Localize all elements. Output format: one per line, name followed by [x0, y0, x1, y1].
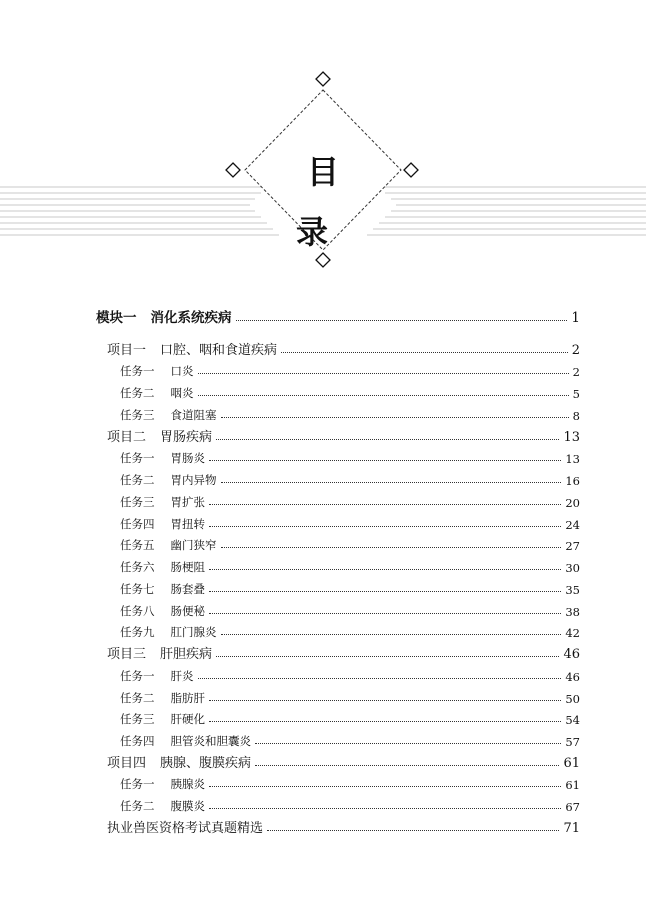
- toc-entry-text: 脂肪肝: [170, 691, 205, 705]
- toc-entry-title: [107, 752, 251, 771]
- toc-entry-appendix[interactable]: [107, 816, 580, 836]
- toc-entry-number: 任务三: [120, 408, 155, 422]
- toc-entry-task[interactable]: [120, 772, 580, 792]
- page-number: 5: [572, 387, 580, 401]
- dot-leader: [209, 786, 561, 787]
- toc-entry-task[interactable]: [120, 729, 580, 749]
- toc-entry-task[interactable]: [120, 490, 580, 510]
- toc-entry-number: 任务一: [120, 451, 155, 465]
- toc-entry-title: [120, 581, 205, 597]
- page-number: 61: [565, 778, 580, 792]
- dot-leader: [209, 569, 561, 570]
- toc-entry-text: 胃内异物: [170, 473, 217, 487]
- toc-entry-title: [120, 385, 194, 401]
- toc-entry-text: 胰腺、腹膜疾病: [160, 756, 252, 771]
- toc-entry-text: 胆管炎和胆囊炎: [170, 734, 251, 748]
- toc-entry-title: [120, 450, 205, 466]
- page-number: 35: [565, 583, 580, 597]
- toc-entry-title: [107, 643, 212, 662]
- toc-entry-title: [120, 798, 205, 814]
- toc-entry-title: [120, 690, 205, 706]
- page-number: 46: [565, 670, 580, 684]
- toc-entry-task[interactable]: [120, 794, 580, 814]
- toc-entry-project[interactable]: [107, 642, 580, 662]
- dot-leader: [209, 700, 561, 701]
- toc-entry-text: 肠梗阻: [170, 560, 205, 574]
- toc-entry-task[interactable]: [120, 686, 580, 706]
- toc-entry-task[interactable]: [120, 599, 580, 619]
- toc-entry-text: 肝炎: [170, 669, 194, 683]
- toc-entry-title: [120, 494, 205, 510]
- toc-entry-text: 胰腺炎: [170, 777, 205, 791]
- dot-leader: [216, 439, 559, 440]
- toc-entry-text: 胃扩张: [170, 495, 205, 509]
- dot-leader: [209, 721, 561, 722]
- page-number: 57: [565, 735, 580, 749]
- toc-entry-title: [107, 339, 277, 358]
- toc-entry-project[interactable]: [107, 338, 580, 358]
- toc-entry-number: 任务二: [120, 473, 155, 487]
- page-number: 61: [563, 756, 580, 771]
- toc-entry-text: 幽门狭窄: [170, 538, 217, 552]
- toc-entry-title: [120, 733, 251, 749]
- page-number: 20: [565, 496, 580, 510]
- toc-entry-number: 项目二: [107, 430, 147, 445]
- dot-leader: [221, 482, 562, 483]
- toc-entry-number: 项目四: [107, 756, 147, 771]
- page-number: 8: [572, 409, 580, 423]
- page-number: 50: [565, 692, 580, 706]
- toc-entry-number: 任务二: [120, 386, 155, 400]
- toc-entry-task[interactable]: [120, 555, 580, 575]
- toc-entry-module[interactable]: [96, 306, 580, 326]
- toc-entry-number: 任务七: [120, 582, 155, 596]
- dot-leader: [209, 613, 561, 614]
- dot-leader: [255, 743, 561, 744]
- toc-entry-title: [120, 624, 217, 640]
- toc-entry-task[interactable]: [120, 359, 580, 379]
- toc-entry-number: 任务四: [120, 517, 155, 531]
- toc-entry-number: 任务三: [120, 495, 155, 509]
- dot-leader: [236, 320, 568, 321]
- toc-entry-title: [107, 426, 212, 445]
- page-number: 46: [563, 647, 580, 662]
- dot-leader: [267, 830, 559, 831]
- page-title: 目 录: [295, 153, 361, 251]
- toc-entry-number: 任务二: [120, 691, 155, 705]
- toc-entry-number: 任务四: [120, 734, 155, 748]
- page-number: 13: [563, 430, 580, 445]
- dot-leader: [281, 352, 568, 353]
- toc-entry-title: [120, 407, 217, 423]
- toc-entry-text: 胃肠疾病: [160, 430, 213, 445]
- dot-leader: [209, 504, 561, 505]
- page-number: 1: [571, 310, 580, 326]
- toc-entry-title: [107, 817, 263, 836]
- toc-entry-task[interactable]: [120, 664, 580, 684]
- dot-leader: [216, 656, 559, 657]
- toc-entry-text: 胃肠炎: [170, 451, 205, 465]
- toc-entry-number: 任务九: [120, 625, 155, 639]
- toc-entry-title: [120, 537, 217, 553]
- dot-leader: [198, 373, 569, 374]
- dot-leader: [209, 460, 561, 461]
- dot-leader: [209, 591, 561, 592]
- toc-entry-number: 任务五: [120, 538, 155, 552]
- toc-entry-task[interactable]: [120, 468, 580, 488]
- toc-entry-text: 执业兽医资格考试真题精选: [107, 821, 264, 836]
- dot-leader: [198, 395, 569, 396]
- toc-entry-title: [120, 776, 205, 792]
- page-number: 2: [571, 343, 580, 358]
- toc-entry-text: 消化系统疾病: [150, 310, 232, 326]
- toc-entry-text: 咽炎: [170, 386, 194, 400]
- toc-entry-text: 口炎: [170, 364, 194, 378]
- toc-entry-text: 腹膜炎: [170, 799, 205, 813]
- toc-entry-text: 口腔、咽和食道疾病: [160, 343, 278, 358]
- toc-entry-text: 肠便秘: [170, 604, 205, 618]
- toc-entry-text: 肠套叠: [170, 582, 205, 596]
- page-number: 42: [565, 626, 580, 640]
- toc-entry-number: 项目三: [107, 647, 147, 662]
- toc-entry-title: [120, 559, 205, 575]
- toc-entry-task[interactable]: [120, 381, 580, 401]
- toc-entry-number: 项目一: [107, 343, 147, 358]
- toc-entry-task[interactable]: [120, 533, 580, 553]
- dot-leader: [255, 765, 559, 766]
- toc-entry-title: [120, 516, 205, 532]
- toc-entry-number: 任务三: [120, 712, 155, 726]
- page-number: 71: [563, 821, 580, 836]
- page-number: 38: [565, 605, 580, 619]
- toc-entry-title: [120, 472, 217, 488]
- toc-entry-text: 肝胆疾病: [160, 647, 213, 662]
- toc-entry-task[interactable]: [120, 446, 580, 466]
- dot-leader: [221, 634, 562, 635]
- toc-entry-text: 胃扭转: [170, 517, 205, 531]
- page-number: 24: [565, 518, 580, 532]
- page-number: 16: [565, 474, 580, 488]
- toc-entry-number: 任务六: [120, 560, 155, 574]
- toc-entry-title: [96, 306, 232, 326]
- toc-entry-project[interactable]: [107, 425, 580, 445]
- page-number: 2: [572, 365, 580, 379]
- page-number: 54: [565, 713, 580, 727]
- toc-entry-task[interactable]: [120, 707, 580, 727]
- page-number: 13: [565, 452, 580, 466]
- toc-entry-number: 任务八: [120, 604, 155, 618]
- page-number: 30: [565, 561, 580, 575]
- dot-leader: [209, 526, 561, 527]
- toc-entry-task[interactable]: [120, 620, 580, 640]
- toc-entry-text: 食道阻塞: [170, 408, 217, 422]
- toc-entry-task[interactable]: [120, 577, 580, 597]
- toc-entry-project[interactable]: [107, 751, 580, 771]
- toc-entry-text: 肛门腺炎: [170, 625, 217, 639]
- toc-entry-title: [120, 668, 194, 684]
- dot-leader: [221, 547, 562, 548]
- toc-entry-number: 任务一: [120, 669, 155, 683]
- toc-entry-text: 肝硬化: [170, 712, 205, 726]
- dot-leader: [221, 417, 569, 418]
- toc-entry-title: [120, 603, 205, 619]
- toc-entry-number: 任务一: [120, 777, 155, 791]
- page-number: 67: [565, 800, 580, 814]
- toc-entry-task[interactable]: [120, 512, 580, 532]
- toc-entry-number: 任务二: [120, 799, 155, 813]
- toc-entry-number: 模块一: [96, 310, 137, 326]
- toc-entry-number: 任务一: [120, 364, 155, 378]
- toc-entry-title: [120, 711, 205, 727]
- dot-leader: [209, 808, 561, 809]
- page-number: 27: [565, 539, 580, 553]
- toc-entry-title: [120, 363, 194, 379]
- dot-leader: [198, 678, 562, 679]
- toc-entry-task[interactable]: [120, 403, 580, 423]
